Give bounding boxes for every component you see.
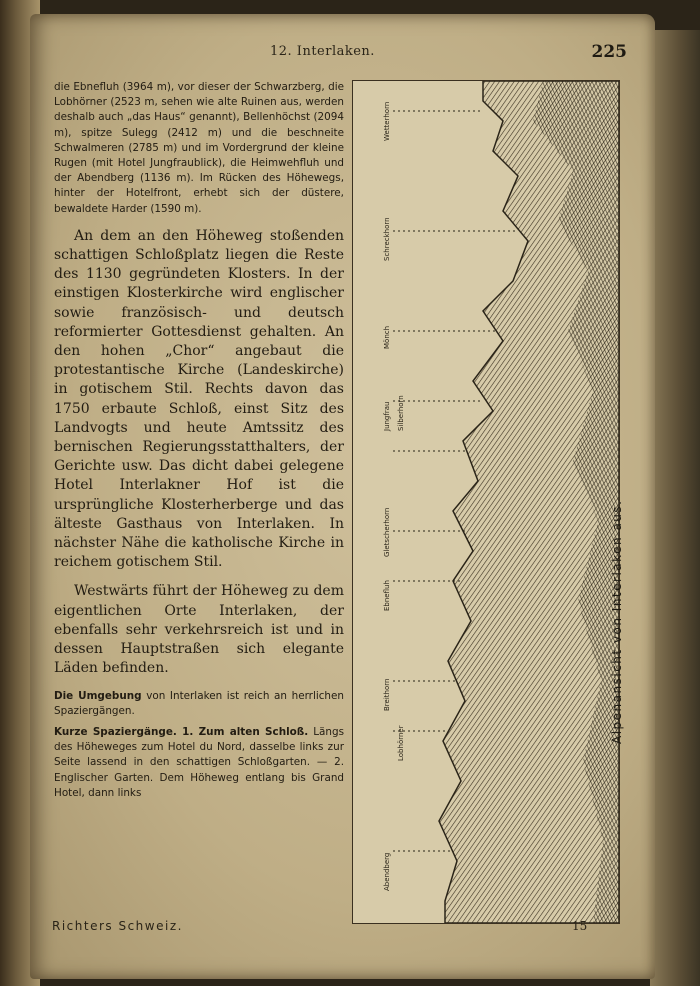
- paragraph-umgebung-lead: Die Umgebung: [54, 689, 142, 702]
- peak-label: Silberhorn: [397, 395, 405, 431]
- peak-label: Breithorn: [383, 678, 391, 711]
- text-column: [54, 80, 344, 801]
- book-page-stack: [650, 30, 700, 986]
- alpine-panorama-illustration: [352, 80, 620, 924]
- paragraph-umgebung: [54, 689, 344, 719]
- book-page: [30, 14, 655, 979]
- footer-sheet-number: 15: [572, 919, 588, 933]
- peak-label: Wetterhorn: [383, 101, 391, 141]
- peak-label: Jungfrau: [383, 401, 391, 431]
- page-header: [30, 44, 655, 68]
- paragraph-peaks: die Ebnefluh (3964 m), vor dieser der Schwarzberg, die Lobhörner (2523 m, sehen wie alte Ruinen aus, werden deshalb auch „das Haus“ genannt), Bellenhöchst (2094 m), spitze Sulegg (2412 m) und die beschneite Schwalmeren (2785 m) und im Vordergrund der kleine Rugen (mit Hotel Jungfraublick), die Heimwehfluh und der Abendberg (1136 m). Im Rücken des Höhewegs, hinter der Hotelfront, erhebt sich der düstere, bewaldete Harder (1590 m).: [54, 81, 344, 215]
- peak-label: Gletscherhorn: [383, 507, 391, 557]
- paragraph-spaziergaenge-lead: Kurze Spaziergänge. 1. Zum alten Schloß.: [54, 725, 309, 738]
- paragraph-hoeheweg: Westwärts führt der Höheweg zu dem eigentlichen Orte Interlaken, der ebenfalls sehr verkehrsreich ist und in dessen Hauptstraßen sich elegante Läden befinden.: [54, 583, 344, 677]
- page-number: 225: [591, 42, 627, 62]
- running-head: 12. Interlaken.: [270, 44, 375, 59]
- peak-label: Lobhörner: [397, 725, 405, 761]
- paragraph-spaziergaenge: [54, 725, 344, 801]
- panorama-caption: Alpenansicht von Interlaken aus.: [610, 499, 624, 744]
- panorama-drawing: [353, 81, 619, 923]
- peak-label: Ebnefluh: [383, 580, 391, 611]
- peak-label: Mönch: [383, 325, 391, 349]
- peak-label: Abendberg: [383, 852, 391, 891]
- peak-label: Schreckhorn: [383, 217, 391, 261]
- footer-signature: Richters Schweiz.: [52, 919, 183, 933]
- page-footer: [52, 919, 612, 939]
- paragraph-spaziergaenge-text: Längs des Höheweges zum Hotel du Nord, dasselbe links zur Seite lassend in den schattigen Schloßgarten. — 2. Englischer Garten. Dem Höheweg entlang bis Grand Hotel, dann links: [54, 725, 344, 799]
- paragraph-umgebung-text: von Interlaken ist reich an herrlichen Spaziergängen.: [54, 689, 344, 717]
- paragraph-schlossplatz: An dem an den Höheweg stoßenden schattigen Schloßplatz liegen die Reste des 1130 gegründeten Klosters. In der einstigen Klosterkirche wird englischer sowie französisch- und deutsch reformierter Gottesdienst gehalten. An den hohen „Chor“ angebaut die protestantische Kirche (Landeskirche) in gotischem Stil. Rechts davon das 1750 erbaute Schloß, einst Sitz des Landvogts und heute Amtssitz des bernischen Regierungsstatthalters, der Gerichte usw. Das dicht dabei gelegene Hotel Interlakner Hof ist die ursprüngliche Klosterherberge und das älteste Gasthaus von Interlaken. In nächster Nähe die katholische Kirche in reichem gotischem Stil.: [54, 227, 344, 571]
